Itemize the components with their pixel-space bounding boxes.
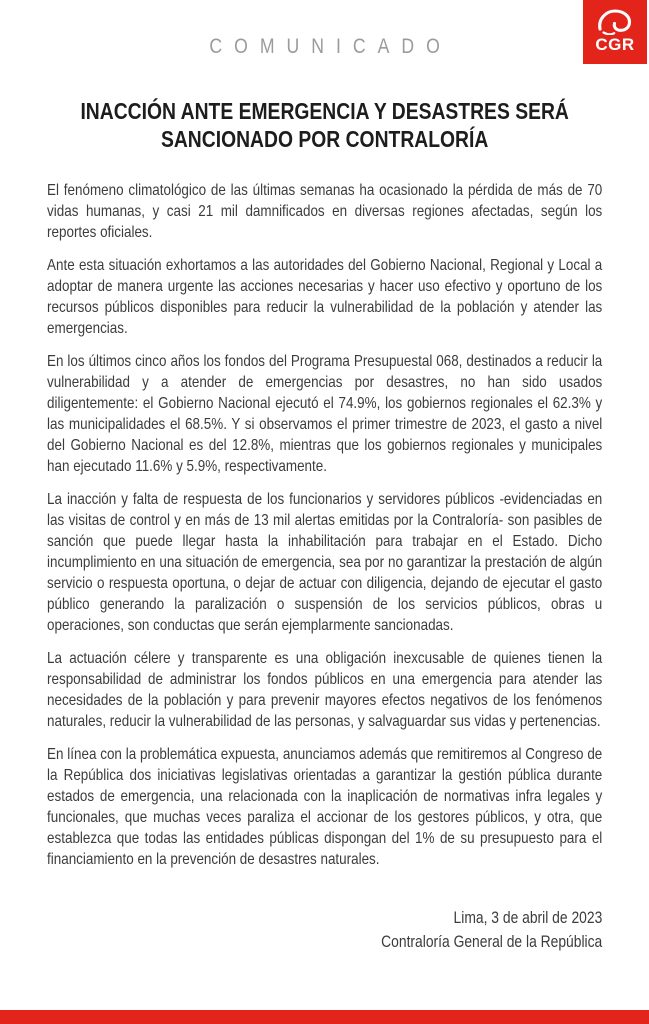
kicker-comunicado: COMUNICADO bbox=[209, 35, 452, 58]
cgr-logo-text: CGR bbox=[595, 35, 635, 54]
body-paragraph-1: El fenómeno climatológico de las últimas semanas ha ocasionado la pérdida de más de 70 vidas humanas, y casi 21 mil damnificados en diversas regiones afectadas, según los reportes oficiales. bbox=[47, 182, 603, 241]
body-paragraph-6: En línea con la problemática expuesta, anunciamos además que remitiremos al Congreso de la República dos iniciativas legislativas orientadas a garantizar la gestión pública durante estados de emergencia, una relacionada con la inaplicación de normativas infra legales y funcionales, que muchas veces paraliza el accionar de los gestores públicos, y otra, que establezca que todas las entidades públicas dispongan del 1% de su presupuesto para el financiamiento en la prevención de desastres naturales. bbox=[47, 746, 603, 868]
org-line: Contraloría General de la República bbox=[381, 933, 603, 951]
title-line-2: SANCIONADO POR CONTRALORÍA bbox=[160, 126, 489, 152]
title-line-1: INACCIÓN ANTE EMERGENCIA Y DESASTRES SERÁ bbox=[80, 98, 569, 124]
body-paragraph-5: La actuación célere y transparente es una obligación inexcusable de quienes tienen la responsabilidad de administrar los fondos públicos en una emergencia para atender las necesidades de la población y para prevenir mayores efectos negativos de los fenómenos naturales, reducir la vulnerabilidad de las personas, y salvaguardar sus vidas y pertenencias. bbox=[47, 650, 603, 730]
date-line: Lima, 3 de abril de 2023 bbox=[453, 909, 603, 927]
body-text bbox=[47, 180, 602, 870]
body-paragraph-4: La inacción y falta de respuesta de los funcionarios y servidores públicos -evidenciadas en las visitas de control y en más de 13 mil alertas emitidas por la Contraloría- son pasibles de sanción que puede llegar hasta la inhabilitación para trabajar en el Estado. Dicho incumplimiento en una situación de emergencia, sea por no garantizar la prestación de algún servicio o respuesta oportuna, o dejar de actuar con diligencia, dejando de ejecutar el gasto público generando la paralización o suspensión de los servicios públicos, obras u operaciones, son conductas que serán ejemplarmente sancionadas. bbox=[47, 491, 603, 634]
signature-block bbox=[47, 906, 602, 954]
page-title bbox=[47, 97, 602, 153]
bottom-accent-bar bbox=[0, 1010, 649, 1024]
body-paragraph-3: En los últimos cinco años los fondos del Programa Presupuestal 068, destinados a reducir la vulnerabilidad y a atender de emergencias por desastres, no han sido usados diligentemente: el Gobierno Nacional ejecutó el 74.9%, los gobiernos regionales el 62.3% y las municipalidades el 68.5%. Y si observamos el primer trimestre de 2023, el gasto a nivel del Gobierno Nacional es del 12.8%, mientras que los gobiernos regionales y municipales han ejecutado 11.6% y 5.9%, respectivamente. bbox=[47, 353, 603, 475]
body-paragraph-2: Ante esta situación exhortamos a las autoridades del Gobierno Nacional, Regional y Local a adoptar de manera urgente las acciones necesarias y hacer uso efectivo y oportuno de los recursos públicos disponibles para reducir la vulnerabilidad de la población y atender las emergencias. bbox=[47, 257, 603, 337]
